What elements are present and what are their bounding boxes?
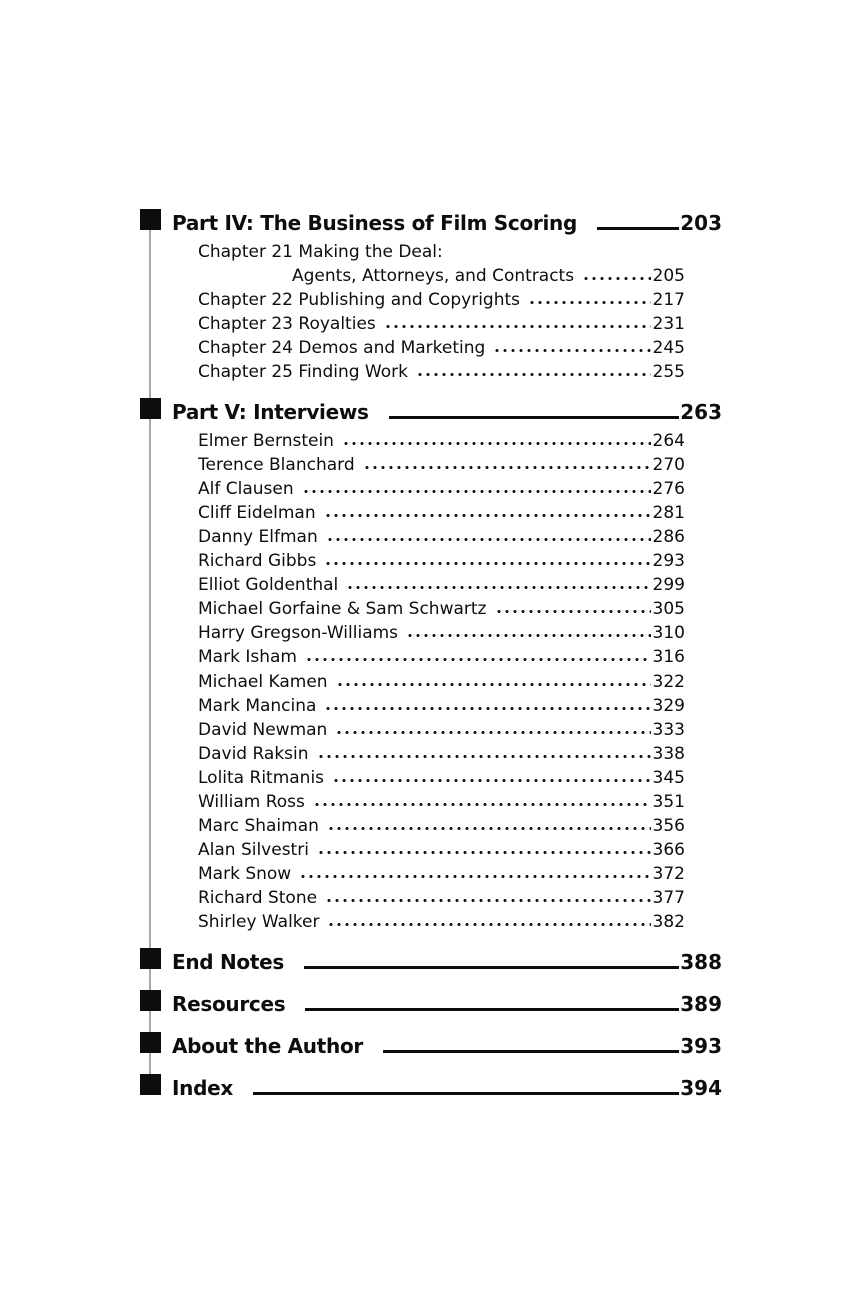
entry-label: David Newman (198, 719, 328, 740)
entry-page-number: 305 (652, 599, 685, 620)
entry-label: Danny Elfman (198, 526, 318, 547)
entry-page-number: 366 (652, 840, 685, 861)
entry-page-number: 205 (652, 266, 685, 287)
entry-page-number: 286 (652, 526, 685, 547)
entry-page-number: 270 (652, 454, 685, 475)
entry-page-number: 351 (652, 791, 685, 812)
part-title: Part IV: The Business of Film Scoring (172, 211, 577, 235)
toc-entry-row (198, 290, 685, 314)
toc-entry-row (198, 599, 685, 623)
entry-label: William Ross (198, 791, 305, 812)
entry-label: Harry Gregson-Williams (198, 623, 399, 644)
part-title: Part V: Interviews (172, 399, 369, 424)
toc-entry-row (198, 455, 685, 479)
entry-label: Mark Isham (198, 647, 297, 668)
toc-section (140, 1074, 722, 1101)
part-heading-row (140, 1032, 722, 1059)
entry-label: Elmer Bernstein (198, 430, 334, 451)
entry-label: Cliff Eidelman (198, 502, 316, 523)
entry-page-number: 345 (652, 767, 685, 788)
entry-label: Michael Kamen (198, 671, 328, 692)
toc-entry-row (198, 242, 685, 266)
entry-label: Alan Silvestri (198, 840, 309, 861)
dot-leader (363, 465, 651, 470)
part-page-number: 203 (680, 211, 722, 235)
entry-page-number: 264 (652, 430, 685, 451)
entry-label: Chapter 24 Demos and Marketing (198, 338, 486, 359)
heading-rule (597, 227, 679, 230)
part-heading-row (140, 948, 722, 975)
part-heading-row (140, 209, 722, 236)
toc-entry-row (198, 338, 685, 362)
dot-leader (317, 850, 651, 855)
entry-label: Agents, Attorneys, and Contracts (292, 266, 575, 287)
toc-section (140, 398, 722, 937)
entry-label: Alf Clausen (198, 478, 294, 499)
entry-list (140, 431, 722, 937)
entry-page-number: 338 (652, 743, 685, 764)
dot-leader (327, 826, 651, 831)
dot-leader (346, 585, 650, 590)
entry-list (140, 242, 722, 387)
table-of-contents (140, 209, 722, 1101)
dot-leader (528, 300, 651, 305)
toc-entry-row (198, 792, 685, 816)
entry-label: Chapter 22 Publishing and Copyrights (198, 290, 521, 311)
toc-body (140, 209, 722, 1101)
dot-leader (406, 633, 651, 638)
toc-section (140, 1032, 722, 1059)
entry-label: Lolita Ritmanis (198, 767, 325, 788)
section-bullet-square (140, 1074, 161, 1095)
part-page-number: 389 (680, 991, 722, 1016)
dot-leader (336, 682, 651, 687)
entry-label: Richard Gibbs (198, 551, 317, 572)
entry-page-number: 231 (652, 314, 685, 335)
part-heading-row (140, 398, 722, 425)
section-bullet-square (140, 948, 161, 969)
entry-page-number: 372 (652, 864, 685, 885)
entry-page-number: 316 (652, 647, 685, 668)
toc-entry-row (198, 647, 685, 671)
toc-entry-row (198, 479, 685, 503)
part-heading-row (140, 1074, 722, 1101)
dot-leader (313, 802, 651, 807)
toc-entry-row (198, 527, 685, 551)
entry-label: Chapter 23 Royalties (198, 314, 376, 335)
entry-page-number: 382 (652, 912, 685, 933)
entry-page-number: 245 (652, 338, 685, 359)
heading-rule (304, 966, 679, 969)
entry-page-number: 329 (652, 695, 685, 716)
toc-entry-row (198, 551, 685, 575)
dot-leader (495, 609, 651, 614)
dot-leader (493, 348, 650, 353)
part-heading-row (140, 990, 722, 1017)
toc-entry-row (198, 672, 685, 696)
toc-entry-row (198, 816, 685, 840)
toc-section (140, 948, 722, 975)
entry-page-number: 310 (652, 623, 685, 644)
entry-label: Mark Mancina (198, 695, 317, 716)
section-bullet-square (140, 1032, 161, 1053)
entry-page-number: 333 (652, 719, 685, 740)
entry-label: David Raksin (198, 743, 309, 764)
toc-entry-row (198, 744, 685, 768)
dot-leader (324, 706, 650, 711)
toc-entry-row (292, 266, 685, 290)
toc-entry-row (198, 314, 685, 338)
entry-label: Elliot Goldenthal (198, 575, 339, 596)
entry-page-number: 322 (652, 671, 685, 692)
entry-label: Mark Snow (198, 864, 292, 885)
entry-page-number: 293 (652, 551, 685, 572)
entry-page-number: 377 (652, 888, 685, 909)
dot-leader (582, 276, 650, 281)
toc-entry-row (198, 864, 685, 888)
part-title: End Notes (172, 949, 284, 974)
toc-entry-row (198, 840, 685, 864)
dot-leader (302, 489, 651, 494)
dot-leader (335, 730, 650, 735)
toc-entry-row (198, 362, 685, 386)
heading-rule (305, 1008, 679, 1011)
toc-entry-row (198, 431, 685, 455)
entry-label: Chapter 21 Making the Deal: (198, 242, 443, 262)
dot-leader (324, 561, 650, 566)
dot-leader (326, 537, 651, 542)
part-title: About the Author (172, 1033, 363, 1058)
heading-rule (389, 416, 680, 419)
entry-label: Marc Shaiman (198, 816, 319, 837)
entry-page-number: 217 (652, 290, 685, 311)
section-bullet-square (140, 209, 161, 230)
dot-leader (384, 324, 651, 329)
dot-leader (332, 778, 651, 783)
dot-leader (325, 898, 650, 903)
entry-label: Chapter 25 Finding Work (198, 362, 408, 383)
dot-leader (416, 372, 651, 377)
toc-entry-row (198, 503, 685, 527)
toc-entry-row (198, 623, 685, 647)
section-bullet-square (140, 990, 161, 1011)
heading-rule (383, 1050, 679, 1053)
dot-leader (317, 754, 651, 759)
toc-entry-row (198, 575, 685, 599)
entry-label: Michael Gorfaine & Sam Schwartz (198, 599, 487, 620)
toc-section (140, 209, 722, 387)
entry-page-number: 356 (652, 816, 685, 837)
part-page-number: 388 (680, 949, 722, 974)
entry-page-number: 281 (652, 502, 685, 523)
part-page-number: 394 (680, 1075, 722, 1100)
entry-label: Richard Stone (198, 888, 318, 909)
dot-leader (324, 513, 651, 518)
dot-leader (342, 441, 651, 446)
part-page-number: 263 (680, 399, 722, 424)
toc-entry-row (198, 912, 685, 936)
entry-label: Shirley Walker (198, 912, 320, 933)
toc-entry-row (198, 696, 685, 720)
entry-page-number: 299 (652, 575, 685, 596)
dot-leader (327, 922, 650, 927)
part-title: Resources (172, 991, 286, 1016)
section-bullet-square (140, 398, 161, 419)
entry-page-number: 255 (652, 362, 685, 383)
heading-rule (253, 1092, 679, 1095)
dot-leader (305, 657, 651, 662)
toc-entry-row (198, 768, 685, 792)
entry-label: Terence Blanchard (198, 454, 355, 475)
entry-page-number: 276 (652, 478, 685, 499)
toc-entry-row (198, 888, 685, 912)
part-page-number: 393 (680, 1033, 722, 1058)
toc-entry-row (198, 720, 685, 744)
dot-leader (299, 874, 650, 879)
toc-section (140, 990, 722, 1017)
part-title: Index (172, 1075, 233, 1100)
